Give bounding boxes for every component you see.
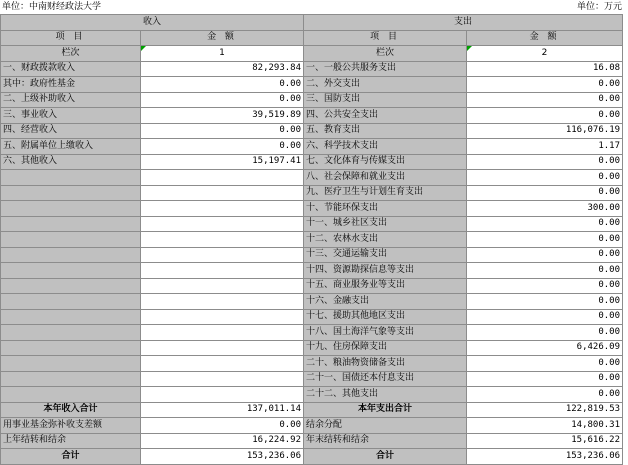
- expense-item-amount: 1.17: [467, 139, 623, 155]
- expense-index-label: 栏次: [304, 46, 467, 62]
- expense-item-label: 七、文化体育与传媒支出: [304, 154, 467, 170]
- empty-cell: [1, 278, 141, 294]
- table-row: [1, 61, 623, 77]
- table-row: [1, 278, 623, 294]
- income-expense-table: [0, 14, 623, 465]
- income-item-label: 三、事业收入: [1, 108, 141, 124]
- table-row: [1, 154, 623, 170]
- total-left-label: 合计: [1, 449, 141, 465]
- empty-cell: [1, 294, 141, 310]
- expense-item-amount: 0.00: [467, 170, 623, 186]
- total-left-amount: 137,011.14: [141, 402, 304, 418]
- index-row: [1, 46, 623, 62]
- table-row: [1, 247, 623, 263]
- expense-amount-header: 金 额: [467, 30, 623, 46]
- expense-item-amount: 6,426.09: [467, 340, 623, 356]
- expense-item-amount: 300.00: [467, 201, 623, 217]
- table-row: [1, 170, 623, 186]
- empty-cell: [141, 387, 304, 403]
- expense-item-amount: 0.00: [467, 185, 623, 201]
- expense-item-label: 二十一、国债还本付息支出: [304, 371, 467, 387]
- expense-item-amount: 0.00: [467, 92, 623, 108]
- empty-cell: [1, 247, 141, 263]
- expense-item-amount: 0.00: [467, 278, 623, 294]
- expense-item-amount: 0.00: [467, 77, 623, 93]
- table-row: [1, 139, 623, 155]
- expense-item-label: 十、节能环保支出: [304, 201, 467, 217]
- table-row: [1, 309, 623, 325]
- expense-item-amount: 0.00: [467, 108, 623, 124]
- total-row: [1, 449, 623, 465]
- table-row: [1, 371, 623, 387]
- income-item-amount: 82,293.84: [141, 61, 304, 77]
- expense-item-label: 八、社会保障和就业支出: [304, 170, 467, 186]
- empty-cell: [141, 325, 304, 341]
- expense-item-amount: 0.00: [467, 154, 623, 170]
- column-header-row: [1, 30, 623, 46]
- empty-cell: [1, 185, 141, 201]
- empty-cell: [1, 263, 141, 279]
- expense-header: 支出: [304, 15, 623, 31]
- income-index-label: 栏次: [1, 46, 141, 62]
- empty-cell: [141, 356, 304, 372]
- income-item-amount: 0.00: [141, 92, 304, 108]
- expense-item-label: 十四、资源勘探信息等支出: [304, 263, 467, 279]
- empty-cell: [1, 325, 141, 341]
- section-header-row: [1, 15, 623, 31]
- total-right-amount: 14,800.31: [467, 418, 623, 434]
- expense-item-label: 十二、农林水支出: [304, 232, 467, 248]
- empty-cell: [141, 170, 304, 186]
- empty-cell: [1, 201, 141, 217]
- expense-item-amount: 0.00: [467, 309, 623, 325]
- unit-left: 单位：中南财经政法大学: [2, 2, 102, 12]
- total-left-amount: 0.00: [141, 418, 304, 434]
- expense-item-amount: 0.00: [467, 247, 623, 263]
- empty-cell: [1, 340, 141, 356]
- total-left-label: 本年收入合计: [1, 402, 141, 418]
- empty-cell: [141, 340, 304, 356]
- empty-cell: [1, 356, 141, 372]
- table-row: [1, 185, 623, 201]
- expense-item-amount: 16.08: [467, 61, 623, 77]
- total-right-label: 结余分配: [304, 418, 467, 434]
- total-row: [1, 433, 623, 449]
- expense-item-amount: 0.00: [467, 263, 623, 279]
- expense-item-label: 十三、交通运输支出: [304, 247, 467, 263]
- expense-item-amount: 0.00: [467, 387, 623, 403]
- income-item-amount: 0.00: [141, 77, 304, 93]
- empty-cell: [1, 170, 141, 186]
- table-row: [1, 123, 623, 139]
- table-row: [1, 108, 623, 124]
- income-item-amount: 0.00: [141, 139, 304, 155]
- empty-cell: [141, 263, 304, 279]
- expense-item-amount: 0.00: [467, 294, 623, 310]
- table-row: [1, 294, 623, 310]
- expense-item-label: 二、外交支出: [304, 77, 467, 93]
- unit-right: 单位：万元: [576, 2, 622, 12]
- table-row: [1, 263, 623, 279]
- expense-item-label: 四、公共安全支出: [304, 108, 467, 124]
- total-row: [1, 402, 623, 418]
- expense-item-label: 九、医疗卫生与计划生育支出: [304, 185, 467, 201]
- income-header: 收入: [1, 15, 304, 31]
- expense-item-amount: 0.00: [467, 371, 623, 387]
- empty-cell: [141, 216, 304, 232]
- table-row: [1, 232, 623, 248]
- empty-cell: [141, 278, 304, 294]
- income-item-label: 六、其他收入: [1, 154, 141, 170]
- unit-line: [0, 0, 628, 14]
- empty-cell: [141, 294, 304, 310]
- empty-cell: [1, 232, 141, 248]
- empty-cell: [1, 216, 141, 232]
- empty-cell: [1, 371, 141, 387]
- income-item-label: 一、财政拨款收入: [1, 61, 141, 77]
- total-left-amount: 16,224.92: [141, 433, 304, 449]
- table-row: [1, 92, 623, 108]
- empty-cell: [141, 309, 304, 325]
- total-row: [1, 418, 623, 434]
- total-left-label: 上年结转和结余: [1, 433, 141, 449]
- expense-item-label: 十八、国土海洋气象等支出: [304, 325, 467, 341]
- expense-item-label: 六、科学技术支出: [304, 139, 467, 155]
- income-item-header: 项 目: [1, 30, 141, 46]
- table-row: [1, 356, 623, 372]
- expense-item-label: 一、一般公共服务支出: [304, 61, 467, 77]
- table-row: [1, 216, 623, 232]
- table-row: [1, 340, 623, 356]
- expense-item-amount: 116,076.19: [467, 123, 623, 139]
- empty-cell: [1, 309, 141, 325]
- total-left-label: 用事业基金弥补收支差额: [1, 418, 141, 434]
- total-right-label: 本年支出合计: [304, 402, 467, 418]
- table-row: [1, 77, 623, 93]
- total-right-amount: 153,236.06: [467, 449, 623, 465]
- empty-cell: [141, 201, 304, 217]
- total-right-amount: 122,819.53: [467, 402, 623, 418]
- expense-item-label: 三、国防支出: [304, 92, 467, 108]
- expense-index-number: 2: [467, 46, 623, 62]
- total-right-amount: 15,616.22: [467, 433, 623, 449]
- expense-item-label: 十九、住房保障支出: [304, 340, 467, 356]
- expense-item-label: 二十二、其他支出: [304, 387, 467, 403]
- table-row: [1, 325, 623, 341]
- expense-item-label: 二十、粮油物资储备支出: [304, 356, 467, 372]
- expense-item-label: 十一、城乡社区支出: [304, 216, 467, 232]
- empty-cell: [1, 387, 141, 403]
- table-row: [1, 387, 623, 403]
- table-row: [1, 201, 623, 217]
- empty-cell: [141, 185, 304, 201]
- empty-cell: [141, 232, 304, 248]
- expense-item-label: 五、教育支出: [304, 123, 467, 139]
- total-left-amount: 153,236.06: [141, 449, 304, 465]
- expense-item-label: 十五、商业服务业等支出: [304, 278, 467, 294]
- expense-item-header: 项 目: [304, 30, 467, 46]
- empty-cell: [141, 371, 304, 387]
- income-item-amount: 15,197.41: [141, 154, 304, 170]
- income-amount-header: 金 额: [141, 30, 304, 46]
- income-item-label: 二、上级补助收入: [1, 92, 141, 108]
- total-right-label: 合计: [304, 449, 467, 465]
- total-right-label: 年末结转和结余: [304, 433, 467, 449]
- income-item-label: 四、经营收入: [1, 123, 141, 139]
- expense-item-amount: 0.00: [467, 325, 623, 341]
- expense-item-amount: 0.00: [467, 216, 623, 232]
- income-item-amount: 39,519.89: [141, 108, 304, 124]
- expense-item-label: 十七、援助其他地区支出: [304, 309, 467, 325]
- income-item-label: 五、附属单位上缴收入: [1, 139, 141, 155]
- expense-item-amount: 0.00: [467, 232, 623, 248]
- expense-item-amount: 0.00: [467, 356, 623, 372]
- income-item-label: 其中：政府性基金: [1, 77, 141, 93]
- income-item-amount: 0.00: [141, 123, 304, 139]
- expense-item-label: 十六、金融支出: [304, 294, 467, 310]
- income-index-number: 1: [141, 46, 304, 62]
- empty-cell: [141, 247, 304, 263]
